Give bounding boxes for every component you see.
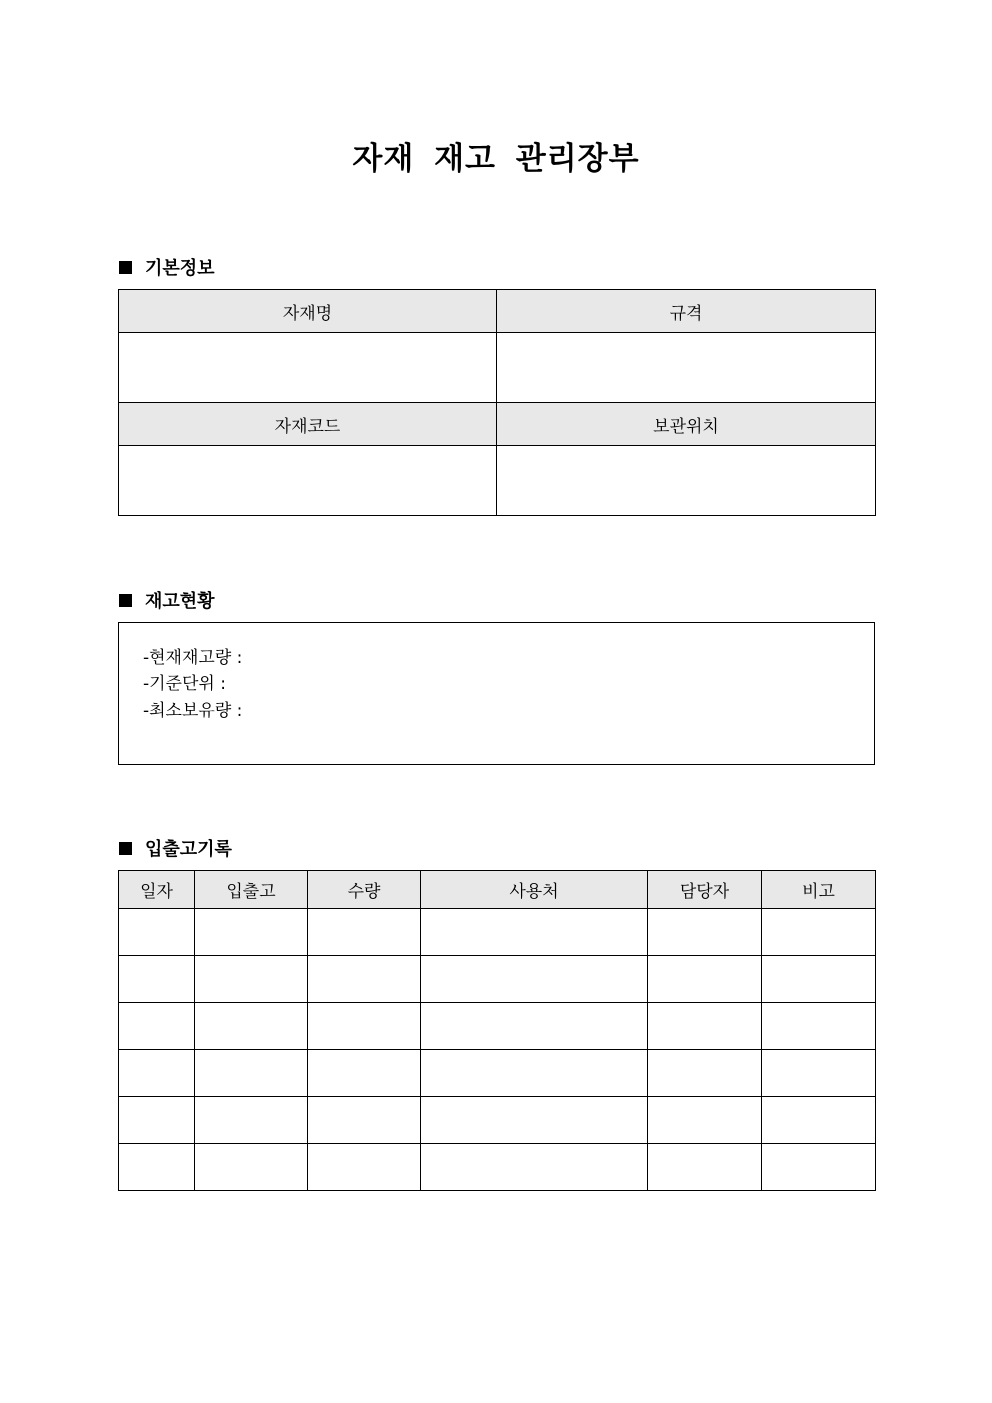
header-quantity: 수량 bbox=[308, 871, 421, 909]
quantity-cell[interactable] bbox=[308, 1050, 421, 1097]
square-bullet-icon bbox=[119, 594, 132, 607]
table-row bbox=[119, 1003, 876, 1050]
square-bullet-icon bbox=[119, 842, 132, 855]
person-cell[interactable] bbox=[648, 956, 762, 1003]
table-header-row bbox=[119, 290, 876, 333]
minimum-stock-line[interactable]: -최소보유량 : bbox=[143, 701, 243, 721]
quantity-cell[interactable] bbox=[308, 1144, 421, 1191]
quantity-cell[interactable] bbox=[308, 909, 421, 956]
section-heading-stock-status bbox=[119, 587, 215, 613]
remarks-cell[interactable] bbox=[762, 1144, 876, 1191]
remarks-cell[interactable] bbox=[762, 1050, 876, 1097]
header-usage: 사용처 bbox=[421, 871, 648, 909]
remarks-cell[interactable] bbox=[762, 956, 876, 1003]
page-title: 자재 재고 관리장부 bbox=[352, 141, 640, 177]
in-out-cell[interactable] bbox=[195, 909, 308, 956]
usage-cell[interactable] bbox=[421, 1003, 648, 1050]
section-heading-label: 재고현황 bbox=[145, 591, 215, 612]
header-specification: 규격 bbox=[497, 290, 876, 333]
usage-cell[interactable] bbox=[421, 1144, 648, 1191]
header-storage-location: 보관위치 bbox=[497, 403, 876, 446]
section-heading-label: 기본정보 bbox=[145, 258, 215, 279]
stock-status-box bbox=[118, 622, 875, 765]
table-header-row bbox=[119, 871, 876, 909]
date-cell[interactable] bbox=[119, 1003, 195, 1050]
in-out-cell[interactable] bbox=[195, 1003, 308, 1050]
remarks-cell[interactable] bbox=[762, 1003, 876, 1050]
section-heading-basic-info bbox=[119, 254, 215, 280]
square-bullet-icon bbox=[119, 261, 132, 274]
header-date: 일자 bbox=[119, 871, 195, 909]
person-cell[interactable] bbox=[648, 1050, 762, 1097]
specification-cell[interactable] bbox=[497, 333, 876, 403]
date-cell[interactable] bbox=[119, 909, 195, 956]
table-row bbox=[119, 1144, 876, 1191]
records-table bbox=[118, 870, 876, 1191]
header-remarks: 비고 bbox=[762, 871, 876, 909]
quantity-cell[interactable] bbox=[308, 1097, 421, 1144]
table-row bbox=[119, 1050, 876, 1097]
date-cell[interactable] bbox=[119, 1144, 195, 1191]
base-unit-line[interactable]: -기준단위 : bbox=[143, 674, 226, 694]
section-heading-label: 입출고기록 bbox=[145, 839, 232, 860]
section-heading-records bbox=[119, 835, 232, 861]
remarks-cell[interactable] bbox=[762, 909, 876, 956]
table-row bbox=[119, 1097, 876, 1144]
in-out-cell[interactable] bbox=[195, 1097, 308, 1144]
table-row bbox=[119, 446, 876, 516]
person-cell[interactable] bbox=[648, 1144, 762, 1191]
current-stock-line[interactable]: -현재재고량 : bbox=[143, 648, 243, 668]
person-cell[interactable] bbox=[648, 1097, 762, 1144]
table-row bbox=[119, 956, 876, 1003]
header-in-out: 입출고 bbox=[195, 871, 308, 909]
header-material-code: 자재코드 bbox=[119, 403, 497, 446]
in-out-cell[interactable] bbox=[195, 1050, 308, 1097]
header-material-name: 자재명 bbox=[119, 290, 497, 333]
usage-cell[interactable] bbox=[421, 909, 648, 956]
header-person-in-charge: 담당자 bbox=[648, 871, 762, 909]
material-name-cell[interactable] bbox=[119, 333, 497, 403]
remarks-cell[interactable] bbox=[762, 1097, 876, 1144]
material-code-cell[interactable] bbox=[119, 446, 497, 516]
date-cell[interactable] bbox=[119, 956, 195, 1003]
in-out-cell[interactable] bbox=[195, 956, 308, 1003]
usage-cell[interactable] bbox=[421, 956, 648, 1003]
date-cell[interactable] bbox=[119, 1050, 195, 1097]
quantity-cell[interactable] bbox=[308, 1003, 421, 1050]
storage-location-cell[interactable] bbox=[497, 446, 876, 516]
in-out-cell[interactable] bbox=[195, 1144, 308, 1191]
table-header-row bbox=[119, 403, 876, 446]
table-row bbox=[119, 333, 876, 403]
basic-info-table bbox=[118, 289, 876, 516]
date-cell[interactable] bbox=[119, 1097, 195, 1144]
usage-cell[interactable] bbox=[421, 1097, 648, 1144]
quantity-cell[interactable] bbox=[308, 956, 421, 1003]
person-cell[interactable] bbox=[648, 1003, 762, 1050]
table-row bbox=[119, 909, 876, 956]
person-cell[interactable] bbox=[648, 909, 762, 956]
usage-cell[interactable] bbox=[421, 1050, 648, 1097]
